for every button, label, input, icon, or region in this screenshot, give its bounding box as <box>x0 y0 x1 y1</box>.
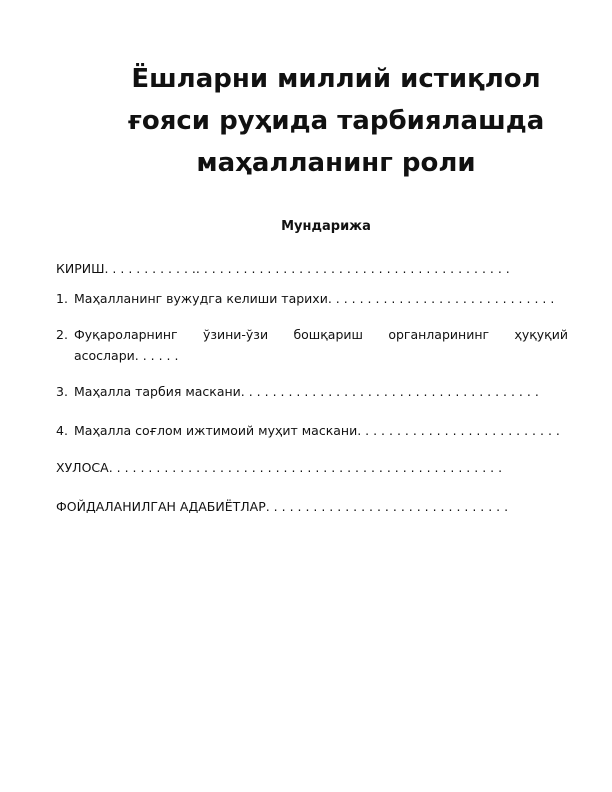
toc-entry-number: 1. <box>56 291 68 306</box>
toc-entry-2 <box>56 324 568 366</box>
title-line-1: Ёшларни миллий истиқлол <box>131 64 541 94</box>
toc-entry-intro-text: КИРИШ. . . . . . . . . . . .. . . . . . . . . . . . . . . . . . . . . . . . . . . . . . . . . . . . . . . . <box>56 261 510 276</box>
toc-word: бошқариш <box>293 327 363 342</box>
toc-word: ўзини-ўзи <box>202 327 269 342</box>
toc-entry-conclusion-text: ХУЛОСА. . . . . . . . . . . . . . . . . . . . . . . . . . . . . . . . . . . . . . . . . . . . . . . . . . <box>56 460 503 475</box>
toc-entry-2-line-1 <box>74 324 568 345</box>
title-line-3: маҳалланинг роли <box>196 148 476 178</box>
toc-entry-text: Маҳалла тарбия маскани. . . . . . . . . . . . . . . . . . . . . . . . . . . . . . . . . . . . . . <box>74 384 539 399</box>
toc-entry-intro <box>56 258 568 279</box>
toc-entry-text: Маҳалла соғлом ижтимоий муҳит маскани. . . . . . . . . . . . . . . . . . . . . . . . . . <box>74 423 560 438</box>
toc-entry-text: Маҳалланинг вужудга келиши тарихи. . . . . . . . . . . . . . . . . . . . . . . . . . . . . <box>74 291 555 306</box>
toc-entry-conclusion <box>56 457 568 478</box>
toc-word: органларининг <box>388 327 490 342</box>
title-line-2: ғояси руҳида тарбиялашда <box>127 106 545 136</box>
toc-entry-number: 4. <box>56 423 68 438</box>
toc-entry-number: 3. <box>56 384 68 399</box>
toc-heading: Мундарижа <box>281 219 371 234</box>
toc-word: Фуқароларнинг <box>74 327 178 342</box>
toc-entry-references-text: ФОЙДАЛАНИЛГАН АДАБИЁТЛАР. . . . . . . . . . . . . . . . . . . . . . . . . . . . . . . <box>56 499 509 514</box>
toc-entry-2-line-2: асослари. . . . . . <box>74 348 179 363</box>
toc-entry-number: 2. <box>56 327 68 342</box>
document-title <box>60 58 612 184</box>
toc-entry-text <box>74 324 568 366</box>
toc-entry-references <box>56 496 568 517</box>
toc-word: ҳуқуқий <box>514 327 568 342</box>
